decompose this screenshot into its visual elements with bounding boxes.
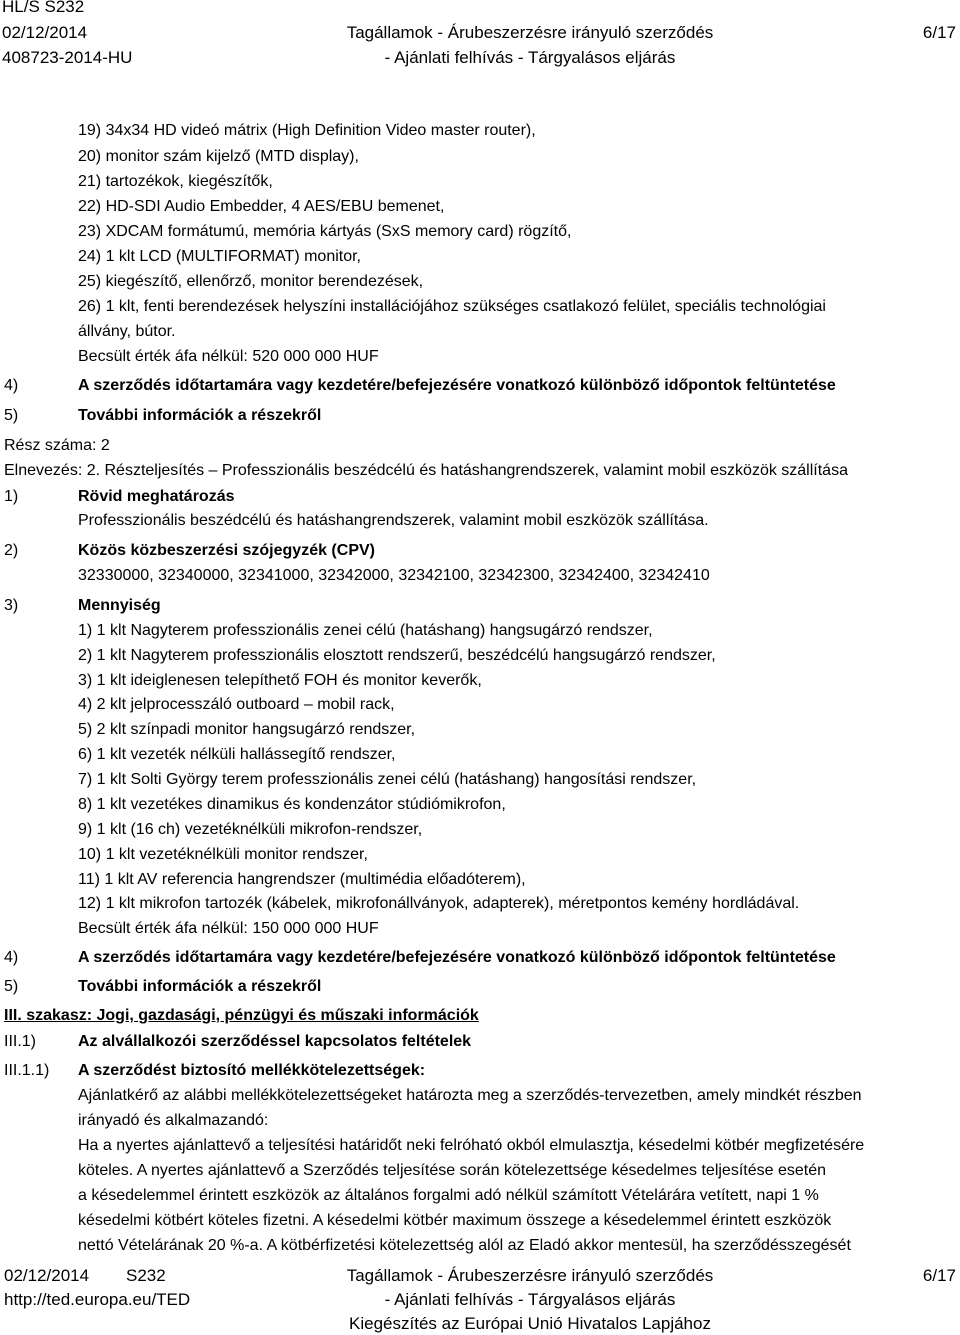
paragraph-line: köteles. A nyertes ajánlattevő a Szerződés teljesítése során kötelezettsége késedelmes teljesítése esetén bbox=[78, 1162, 826, 1179]
header-title-2: - Ajánlati felhívás - Tárgyalásos eljárás bbox=[384, 48, 676, 67]
section-4-num: 4) bbox=[4, 377, 19, 394]
part2-s2-num: 2) bbox=[4, 542, 19, 559]
cpv-codes: 32330000, 32340000, 32341000, 32342000, 32342100, 32342300, 32342400, 32342410 bbox=[78, 567, 710, 584]
list-item: 4) 2 klt jelprocesszáló outboard – mobil rack, bbox=[78, 696, 395, 713]
paragraph-line: Ha a nyertes ajánlattevő a teljesítési határidőt neki felróható okból elmulasztja, késedelmi kötbér megfizetésére bbox=[78, 1137, 865, 1154]
list-item: 21) tartozékok, kiegészítők, bbox=[78, 173, 273, 190]
footer-url[interactable]: http://ted.europa.eu/TED bbox=[4, 1290, 191, 1309]
part2-s2-title: Közös közbeszerzési szójegyzék (CPV) bbox=[78, 542, 375, 559]
footer-page: 6/17 bbox=[922, 1266, 956, 1285]
header-title-1: Tagállamok - Árubeszerzésre irányuló szerződés bbox=[346, 23, 714, 42]
list-item: 1) 1 klt Nagyterem professzionális zenei célú (hatáshang) hangsugárzó rendszer, bbox=[78, 622, 653, 639]
part2-s3-num: 3) bbox=[4, 597, 19, 614]
list-item: 6) 1 klt vezeték nélküli hallássegítő rendszer, bbox=[78, 746, 396, 763]
estimated-value: Becsült érték áfa nélkül: 150 000 000 HUF bbox=[78, 920, 379, 937]
list-item: 9) 1 klt (16 ch) vezetéknélküli mikrofon-rendszer, bbox=[78, 821, 423, 838]
estimated-value: Becsült érték áfa nélkül: 520 000 000 HUF bbox=[78, 348, 379, 365]
list-item: állvány, bútor. bbox=[78, 323, 176, 340]
part2-s1-title: Rövid meghatározás bbox=[78, 488, 235, 505]
list-item: 24) 1 klt LCD (MULTIFORMAT) monitor, bbox=[78, 248, 361, 265]
list-item: 25) kiegészítő, ellenőrző, monitor berendezések, bbox=[78, 273, 424, 290]
footer-title-1: Tagállamok - Árubeszerzésre irányuló szerződés bbox=[346, 1266, 714, 1285]
header-page: 6/17 bbox=[922, 23, 956, 42]
paragraph-line: nettó Vételárának 20 %-a. A kötbérfizetési kötelezettség alól az Eladó akkor mentesül, ha szerződésszegését bbox=[78, 1237, 851, 1254]
list-item: 7) 1 klt Solti György terem professzionális zenei célú (hatáshang) hangosítási rendszer, bbox=[78, 771, 697, 788]
header-date: 02/12/2014 bbox=[2, 23, 88, 42]
footer-date: 02/12/2014 bbox=[4, 1266, 90, 1285]
footer-title-3: Kiegészítés az Európai Unió Hivatalos Lapjához bbox=[349, 1314, 711, 1333]
list-item: 22) HD-SDI Audio Embedder, 4 AES/EBU bemenet, bbox=[78, 198, 445, 215]
part-number: Rész száma: 2 bbox=[4, 437, 110, 454]
list-item: 3) 1 klt ideiglenesen telepíthető FOH és monitor keverők, bbox=[78, 672, 482, 689]
list-item: 2) 1 klt Nagyterem professzionális elosztott rendszerű, beszédcélú hangsugárzó rendszer, bbox=[78, 647, 716, 664]
part2-s3-title: Mennyiség bbox=[78, 597, 161, 614]
section-3-1-1-title: A szerződést biztosító mellékkötelezettségek: bbox=[78, 1062, 426, 1079]
list-item: 26) 1 klt, fenti berendezések helyszíni installációjához szükséges csatlakozó felület, speciális technológiai bbox=[78, 298, 826, 315]
section-4-title: A szerződés időtartamára vagy kezdetére/befejezésére vonatkozó különböző időpontok feltüntetése bbox=[78, 377, 836, 394]
list-item: 10) 1 klt vezetéknélküli monitor rendszer, bbox=[78, 846, 368, 863]
list-item: 23) XDCAM formátumú, memória kártyás (SxS memory card) rögzítő, bbox=[78, 223, 572, 240]
paragraph-line: késedelmi kötbért köteles fizetni. A késedelmi kötbér maximum összege a késedelemmel érintett eszközök bbox=[78, 1212, 832, 1229]
list-item: 20) monitor szám kijelző (MTD display), bbox=[78, 148, 359, 165]
section-3-1-title: Az alvállalkozói szerződéssel kapcsolatos feltételek bbox=[78, 1033, 472, 1050]
section-3-1-num: III.1) bbox=[4, 1033, 37, 1050]
section-3-heading: III. szakasz: Jogi, gazdasági, pénzügyi és műszaki információk bbox=[4, 1007, 479, 1024]
page-header bbox=[0, 0, 960, 72]
part2-s1-num: 1) bbox=[4, 488, 19, 505]
section-4-title: A szerződés időtartamára vagy kezdetére/befejezésére vonatkozó különböző időpontok feltüntetése bbox=[78, 949, 836, 966]
section-3-1-1-num: III.1.1) bbox=[4, 1062, 50, 1079]
section-5-num: 5) bbox=[4, 978, 19, 995]
part-name: Elnevezés: 2. Részteljesítés – Professzionális beszédcélú és hatáshangrendszerek, valamint mobil eszközök szállítása bbox=[4, 462, 848, 479]
section-5-num: 5) bbox=[4, 407, 19, 424]
doc-id: HL/S S232 bbox=[2, 0, 85, 16]
part2-s1-text: Professzionális beszédcélú és hatáshangrendszerek, valamint mobil eszközök szállítása. bbox=[78, 512, 709, 529]
section-5-title: További információk a részekről bbox=[78, 978, 322, 995]
section-4-num: 4) bbox=[4, 949, 19, 966]
paragraph-line: a késedelemmel érintett eszközök az általános forgalmi adó nélkül számított Vételárára vetített, napi 1 % bbox=[78, 1187, 819, 1204]
list-item: 12) 1 klt mikrofon tartozék (kábelek, mikrofonállványok, adapterek), méretpontos kemény hordládával. bbox=[78, 895, 800, 912]
paragraph-line: Ajánlatkérő az alábbi mellékkötelezettségeket határozta meg a szerződés-tervezetben, amely mindkét részben bbox=[78, 1087, 862, 1104]
section-5-title: További információk a részekről bbox=[78, 407, 322, 424]
list-item: 5) 2 klt színpadi monitor hangsugárzó rendszer, bbox=[78, 721, 416, 738]
footer-title-2: - Ajánlati felhívás - Tárgyalásos eljárás bbox=[384, 1290, 676, 1309]
header-ref: 408723-2014-HU bbox=[2, 48, 133, 67]
footer-series: S232 bbox=[126, 1266, 166, 1285]
list-item: 8) 1 klt vezetékes dinamikus és kondenzátor stúdiómikrofon, bbox=[78, 796, 506, 813]
page-footer bbox=[0, 1262, 960, 1334]
list-item: 11) 1 klt AV referencia hangrendszer (multimédia előadóterem), bbox=[78, 871, 526, 888]
paragraph-line: irányadó és alkalmazandó: bbox=[78, 1112, 269, 1129]
list-item: 19) 34x34 HD videó mátrix (High Definition Video master router), bbox=[78, 122, 536, 139]
